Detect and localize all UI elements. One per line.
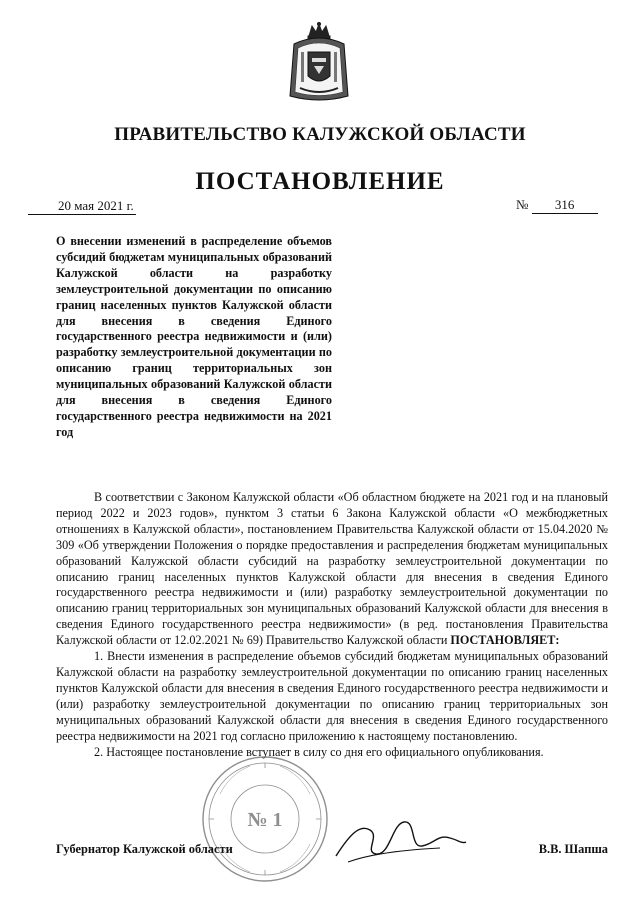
resolves-word: ПОСТАНОВЛЯЕТ: (450, 633, 560, 648)
document-date: 20 мая 2021 г. (28, 198, 136, 215)
document-subject-title: О внесении изменений в распределение объемов субсидий бюджетам муниципальных образований Калужской области на разработку землеустроительной документации по описанию границ населенных пунктов Калужской области для внесения в сведения Единого государственного реестра недвижимости и (или) разработку землеустроительной документации по описанию границ территориальных зон муниципальных образований Калужской области для внесения в сведения Единого государственного реестра недвижимости на 2021 год (56, 234, 332, 439)
document-body (56, 490, 608, 760)
handwritten-signature (330, 804, 470, 874)
preamble-paragraph (56, 490, 608, 649)
stamp-number: № 1 (247, 809, 283, 831)
document-number-field (516, 197, 598, 214)
governor-name: В.В. Шапша (538, 842, 608, 856)
preamble-text: В соответствии с Законом Калужской области «Об областном бюджете на 2021 год и на плановый период 2022 и 2023 годов», пунктом 3 статьи 6 Закона Калужской области «О межбюджетных отношениях в Калужской области», постановлением Правительства Калужской области от 15.04.2020 № 309 «Об утверждении Положения о порядке предоставления и распределения бюджетам муниципальных образований Калужской области субсидий на разработку землеустроительной документации по описанию границ населенных пунктов Калужской области для внесения в сведения Единого государственного реестра недвижимости и (или) разработку землеустроительной документации по описанию границ территориальных зон муниципальных образований Калужской области для внесения в сведения Единого государственного реестра недвижимости» (в ред. постановления Правительства Калужской области от 12.02.2021 № 69) Правительство Калужской области (56, 490, 608, 648)
coat-of-arms-emblem (288, 22, 350, 106)
number-sign: № (516, 197, 529, 212)
item-2-paragraph: 2. Настоящее постановление вступает в силу со дня его официального опубликования. (94, 744, 544, 759)
document-number: 316 (532, 197, 598, 214)
document-type-title: ПОСТАНОВЛЕНИЕ (195, 168, 445, 195)
organization-name: ПРАВИТЕЛЬСТВО КАЛУЖСКОЙ ОБЛАСТИ (114, 124, 526, 145)
governor-position: Губернатор Калужской области (56, 842, 233, 856)
item-1-paragraph: 1. Внести изменения в распределение объемов субсидий бюджетам муниципальных образований Калужской области на разработку землеустроительной документации по описанию границ населенных пунктов Калужской области для внесения в сведения Единого государственного реестра недвижимости и (или) разработку землеустроительной документации по описанию границ территориальных зон муниципальных образований Калужской области для внесения в сведения Единого государственного реестра недвижимости на 2021 год согласно приложению к настоящему постановлению. (56, 649, 608, 743)
official-round-stamp (200, 754, 330, 884)
